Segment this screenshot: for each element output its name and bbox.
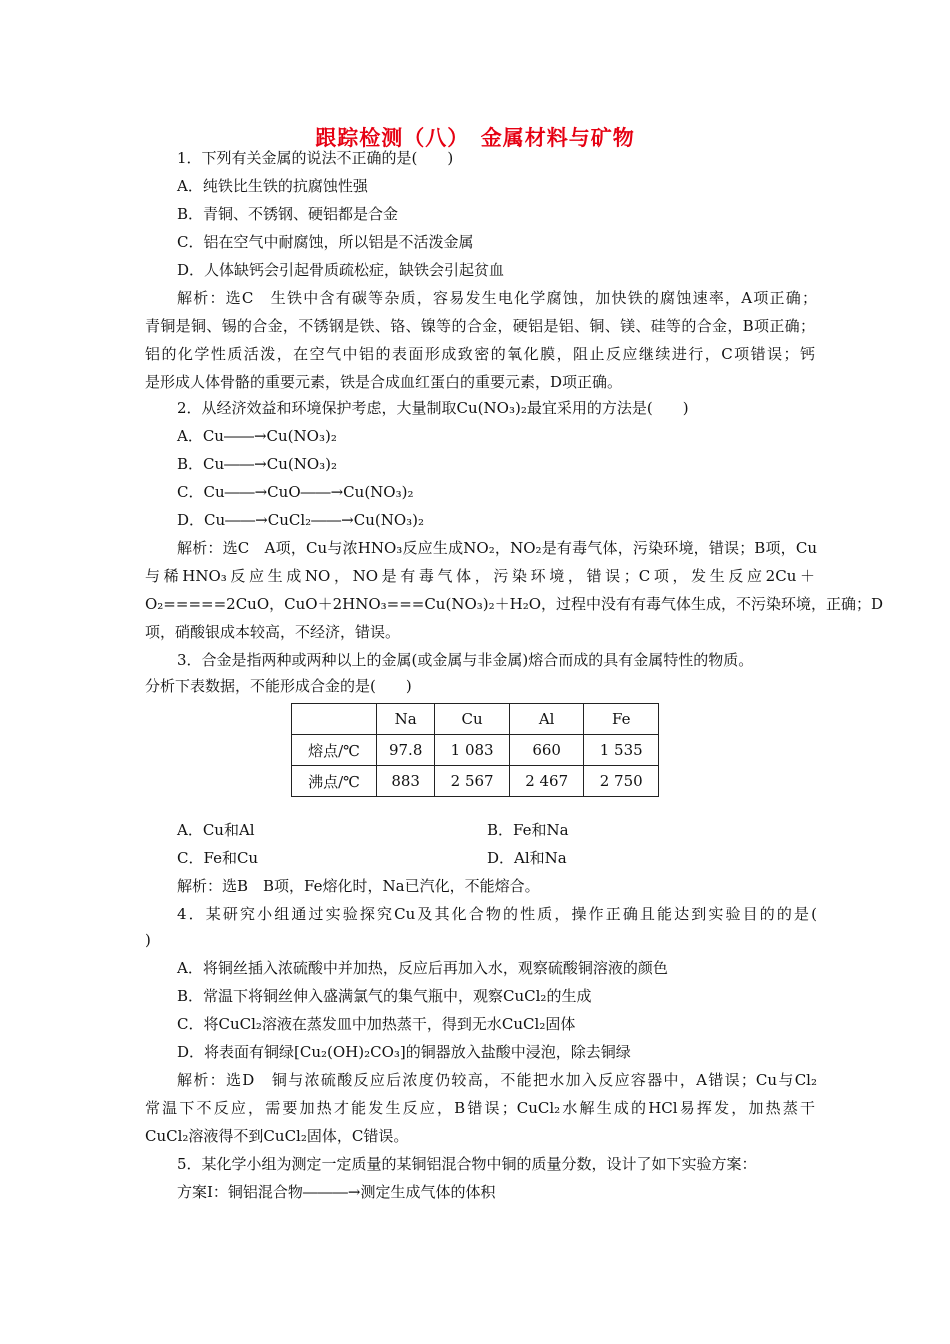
q4-analysis-line: 解析：选D 铜与浓硫酸反应后浓度仍较高，不能把水加入反应容器中，A错误；Cu与Cl₂	[177, 1071, 817, 1089]
q5-stem: 5．某化学小组为测定一定质量的某铜铝混合物中铜的质量分数，设计了如下实验方案：	[177, 1155, 757, 1173]
q3-stem-cont: 分析下表数据，不能形成合金的是( )	[145, 677, 412, 695]
table-cell: 熔点/℃	[292, 735, 377, 766]
table-cell: 97.8	[377, 735, 435, 766]
q1-stem: 1．下列有关金属的说法不正确的是( )	[177, 149, 454, 167]
q1-analysis-line: 铝的化学性质活泼，在空气中铝的表面形成致密的氧化膜，阻止反应继续进行，C项错误；钙	[145, 345, 815, 363]
q2-analysis-line: 解析：选C A项，Cu与浓HNO₃反应生成NO₂，NO₂是有毒气体，污染环境，错误；B项，Cu	[177, 539, 817, 557]
q3-option-c: C．Fe和Cu	[177, 849, 259, 867]
q4-option-a: A．将铜丝插入浓硫酸中并加热，反应后再加入水，观察硫酸铜溶液的颜色	[177, 959, 668, 977]
q3-option-b: B．Fe和Na	[487, 821, 569, 839]
q1-option-d: D．人体缺钙会引起骨质疏松症，缺铁会引起贫血	[177, 261, 505, 279]
q2-analysis-line: 项，硝酸银成本较高，不经济，错误。	[145, 623, 401, 641]
q3-stem: 3．合金是指两种或两种以上的金属(或金属与非金属)熔合而成的具有金属特性的物质。	[177, 651, 754, 669]
q3-option-d: D．Al和Na	[487, 849, 567, 867]
table-cell: 883	[377, 766, 435, 797]
q2-option-a: A．Cu――→Cu(NO₃)₂	[177, 427, 337, 445]
table-header-cell: Al	[509, 704, 584, 735]
table-cell: 2 567	[435, 766, 510, 797]
table-header-cell: Na	[377, 704, 435, 735]
q1-analysis-line: 解析：选C 生铁中含有碳等杂质，容易发生电化学腐蚀，加快铁的腐蚀速率，A项正确；	[177, 289, 817, 307]
q2-stem: 2．从经济效益和环境保护考虑，大量制取Cu(NO₃)₂最宜采用的方法是( )	[177, 399, 689, 417]
q4-stem: 4．某研究小组通过实验探究Cu及其化合物的性质，操作正确且能达到实验目的的是(	[177, 905, 817, 923]
table-header-cell	[292, 704, 377, 735]
table-row	[292, 766, 659, 797]
q2-analysis-line: 与稀HNO₃反应生成NO，NO是有毒气体，污染环境，错误；C项，发生反应2Cu＋	[145, 567, 815, 585]
table-row	[292, 735, 659, 766]
table-header-cell: Fe	[584, 704, 659, 735]
q4-option-c: C．将CuCl₂溶液在蒸发皿中加热蒸干，得到无水CuCl₂固体	[177, 1015, 576, 1033]
q5-plan-1: 方案Ⅰ：铜铝混合物―――→测定生成气体的体积	[177, 1183, 496, 1201]
table-cell: 660	[509, 735, 584, 766]
metal-properties-table	[291, 703, 659, 797]
table-cell: 1 083	[435, 735, 510, 766]
table-cell: 1 535	[584, 735, 659, 766]
q4-stem-cont: )	[145, 931, 151, 949]
q1-option-b: B．青铜、不锈钢、硬铝都是合金	[177, 205, 399, 223]
q4-analysis-line: 常温下不反应，需要加热才能发生反应，B错误；CuCl₂水解生成的HCl易挥发，加热蒸干	[145, 1099, 815, 1117]
q1-analysis-line: 是形成人体骨骼的重要元素，铁是合成血红蛋白的重要元素，D项正确。	[145, 373, 623, 391]
q1-option-c: C．铝在空气中耐腐蚀，所以铝是不活泼金属	[177, 233, 474, 251]
q1-option-a: A．纯铁比生铁的抗腐蚀性强	[177, 177, 368, 195]
q4-option-b: B．常温下将铜丝伸入盛满氯气的集气瓶中，观察CuCl₂的生成	[177, 987, 592, 1005]
q4-analysis-line: CuCl₂溶液得不到CuCl₂固体，C错误。	[145, 1127, 409, 1145]
q2-option-d: D．Cu――→CuCl₂――→Cu(NO₃)₂	[177, 511, 425, 529]
page-title: 跟踪检测（八） 金属材料与矿物	[315, 126, 635, 150]
q3-analysis: 解析：选B B项，Fe熔化时，Na已汽化，不能熔合。	[177, 877, 540, 895]
table-header-row	[292, 704, 659, 735]
table-cell: 2 467	[509, 766, 584, 797]
table-cell: 沸点/℃	[292, 766, 377, 797]
q2-analysis-line: O₂=====2CuO，CuO＋2HNO₃===Cu(NO₃)₂＋H₂O，过程中没有有毒气体生成，不污染环境，正确；D	[145, 595, 884, 613]
q2-option-b: B．Cu――→Cu(NO₃)₂	[177, 455, 338, 473]
table-header-cell: Cu	[435, 704, 510, 735]
q2-option-c: C．Cu――→CuO――→Cu(NO₃)₂	[177, 483, 414, 501]
q4-option-d: D．将表面有铜绿[Cu₂(OH)₂CO₃]的铜器放入盐酸中浸泡，除去铜绿	[177, 1043, 631, 1061]
q1-analysis-line: 青铜是铜、锡的合金，不锈钢是铁、铬、镍等的合金，硬铝是铝、铜、镁、硅等的合金，B项正确；	[145, 317, 815, 335]
table-cell: 2 750	[584, 766, 659, 797]
q3-option-a: A．Cu和Al	[177, 821, 255, 839]
